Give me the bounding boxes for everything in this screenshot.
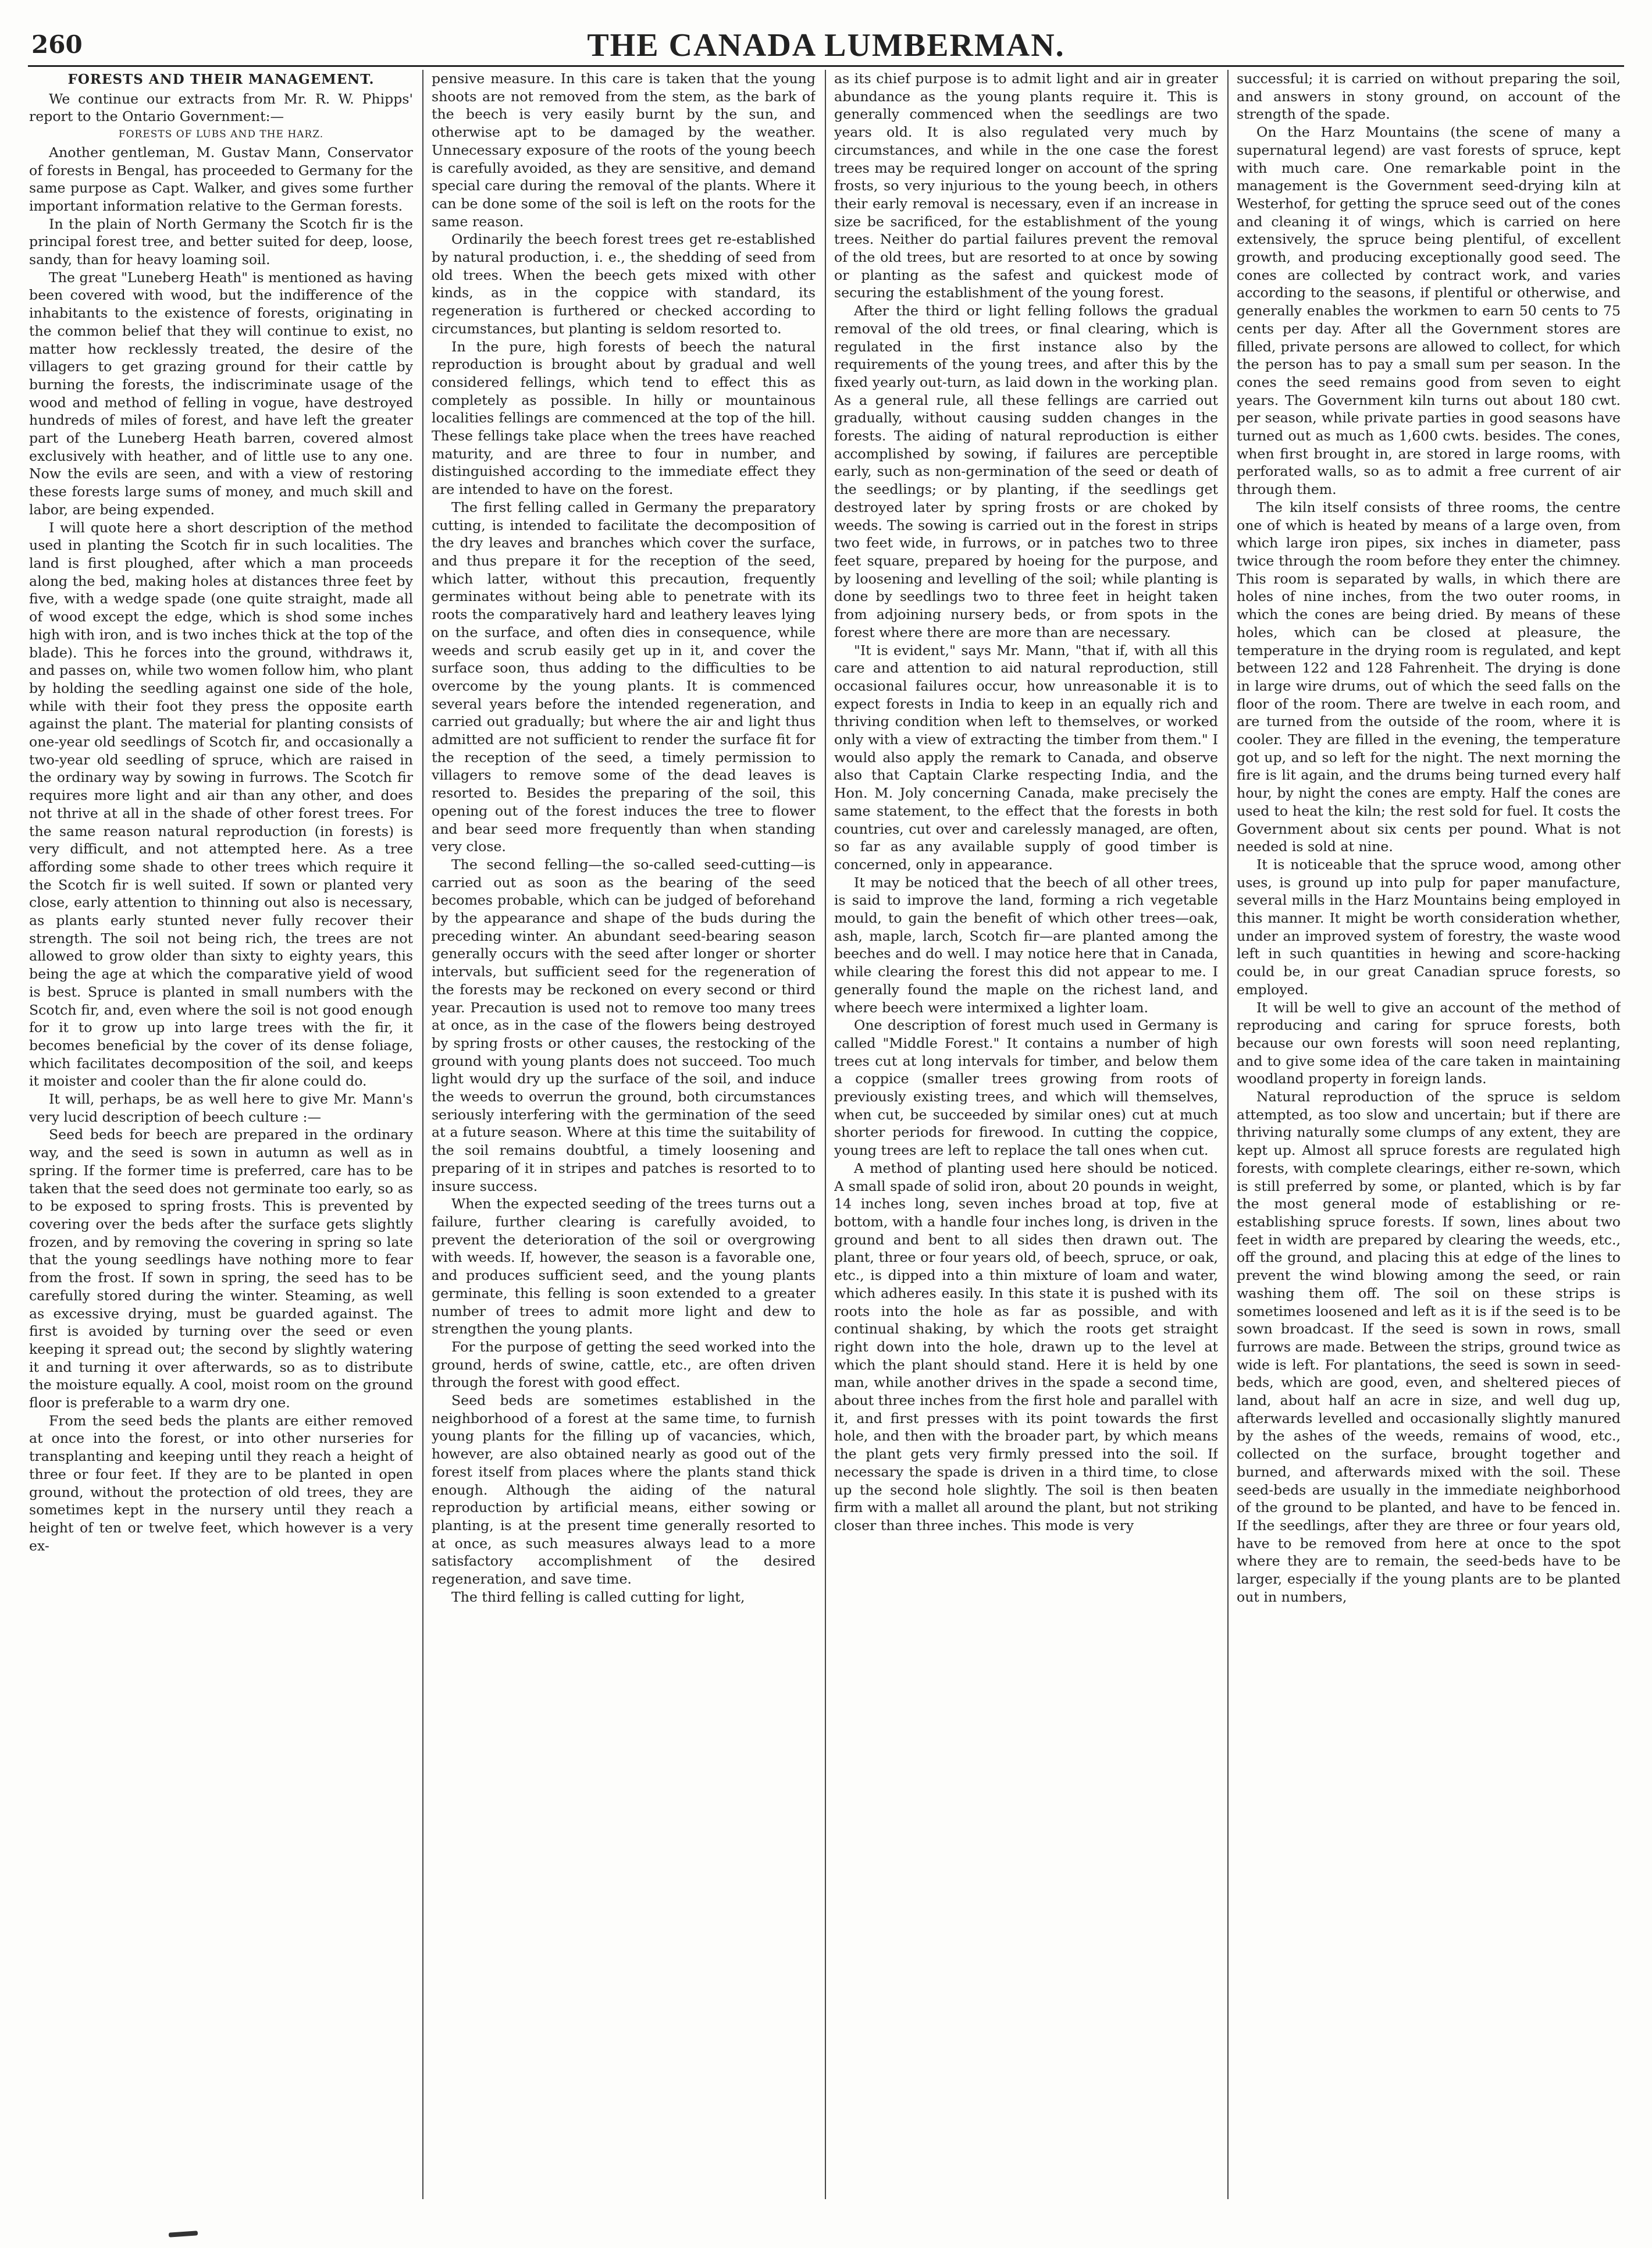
paragraph: When the expected seeding of the trees turns out a failure, further clearing is carefully avoided, to prevent the deterioration of the soil or overgrowing with weeds. If, however, the season is a favorable one, and produces sufficient seed, and the young plants germinate, this felling is soon extended to a greater number of trees to admit more light and dew to strengthen the young plants. [432, 1196, 816, 1338]
paragraph: For the purpose of getting the seed worked into the ground, herds of swine, cattle, etc., are often driven through the forest with good effect. [432, 1338, 816, 1391]
paragraph: From the seed beds the plants are either removed at once into the forest, or into other nurseries for transplanting and keeping until they reach a height of three or four feet. If they are to be planted in open ground, without the protection of old trees, they are sometimes kept in the nursery until they reach a height of ten or twelve feet, which however is a very ex- [29, 1412, 413, 1554]
column-2 [432, 70, 816, 2199]
paragraph: It will be well to give an account of the method of reproducing and caring for spruce forests, both because our own forests will soon need replanting, and to give some idea of the care taken in maintaining woodland property in foreign lands. [1237, 999, 1621, 1087]
paragraph: as its chief purpose is to admit light and air in greater abundance as the young plants require it. This is generally commenced when the seedlings are two years old. It is also regulated very much by circumstances, and while in the one case the forest trees may be required longer on account of the spring frosts, so very injurious to the young beech, in others their early removal is necessary, even if an increase in size be sacrificed, for the establishment of the young trees. Neither do partial failures prevent the removal of the old trees, but are resorted to at once by sowing or planting as the safest and quickest mode of securing the establishment of the young forest. [834, 70, 1218, 301]
paragraph: Seed beds for beech are prepared in the ordinary way, and the seed is sown in autumn as well as in spring. If the former time is preferred, care has to be taken that the seed does not germinate too early, so as to be exposed to spring frosts. This is prevented by covering over the beds after the surface gets slightly frozen, and by removing the covering in spring so late that the young seedlings have nothing more to fear from the frost. If sown in spring, the seed has to be carefully stored during the winter. Steaming, as well as excessive drying, must be guarded against. The first is avoided by turning over the seed or even keeping it spread out; the second by slightly watering it and turning it over afterwards, so as to distribute the moisture equally. A cool, moist room on the ground floor is preferable to a warm dry one. [29, 1126, 413, 1411]
paragraph: It may be noticed that the beech of all other trees, is said to improve the land, forming a rich vegetable mould, to gain the benefit of which other trees—oak, ash, maple, larch, Scotch fir—are planted among the beeches and do well. I may notice here that in Canada, while clearing the forest this did not appear to me. I generally found the maple on the richest land, and where beech were intermixed a lighter loam. [834, 874, 1218, 1016]
column-divider [825, 70, 826, 2199]
page-header [28, 27, 1624, 67]
paragraph: "It is evident," says Mr. Mann, "that if, with all this care and attention to aid natural reproduction, still occasional failures occur, how unreasonable it is to expect forests in India to keep in an equally rich and thriving condition when left to themselves, or worked only with a view of extracting the timber from them." I would also apply the remark to Canada, and observe also that Captain Clarke respecting India, and the Hon. M. Joly concerning Canada, make precisely the same statement, to the effect that the forests in both countries, cut over and carelessly managed, are often, so far as any available supply of good timber is concerned, only in appearance. [834, 642, 1218, 873]
page-number: 260 [31, 30, 83, 59]
paragraph: I will quote here a short description of the method used in planting the Scotch fir in such localities. The land is first ploughed, after which a man proceeds along the bed, making holes at distances three feet by five, with a wedge spade (one quite straight, made all of wood except the edge, which is shod some inches high with iron, and is two inches thick at the top of the blade). This he forces into the ground, withdraws it, and passes on, while two women follow him, who plant by holding the seedling against one side of the hole, while with their foot they press the opposite earth against the plant. The material for planting consists of one-year old seedlings of Scotch fir, and occasionally a two-year old seedling of spruce, which are raised in the ordinary way by sowing in furrows. The Scotch fir requires more light and air than any other, and does not thrive at all in the shade of other forest trees. For the same reason natural reproduction (in forests) is very difficult, and not attempted here. As a tree affording some shade to other trees which require it the Scotch fir is well suited. If sown or planted very close, early attention to thinning out also is necessary, as plants early stunted never fully recover their strength. The soil not being rich, the trees are not allowed to grow older than sixty to eighty years, this being the age at which the comparative yield of wood is best. Spruce is planted in small numbers with the Scotch fir, and, even where the soil is not good enough for it to grow up into large trees with the fir, it becomes beneficial by the cover of its dense foliage, which facilitates decomposition of the soil, and keeps it moister and cooler than the fir alone could do. [29, 519, 413, 1090]
column-1 [29, 70, 413, 2199]
paragraph: Another gentleman, M. Gustav Mann, Conservator of forests in Bengal, has proceeded to Germany for the same purpose as Capt. Walker, and gives some further important information relative to the German forests. [29, 144, 413, 214]
paragraph: The second felling—the so-called seed-cutting—is carried out as soon as the bearing of the seed becomes probable, which can be judged of beforehand by the appearance and shape of the buds during the preceding winter. An abundant seed-bearing season generally occurs with the seed after longer or shorter intervals, but sufficient seed for the regeneration of the forests may be reckoned on every second or third year. Precaution is used not to remove too many trees at once, as in the case of the flowers being destroyed by spring frosts or other causes, the restocking of the ground with young plants does not succeed. Too much light would dry up the surface of the soil, and induce the weeds to overrun the ground, both circumstances seriously interfering with the germination of the seed at a future season. Where at this time the suitability of the soil remains doubtful, a timely loosening and preparing of it in stripes and patches is resorted to to insure success. [432, 856, 816, 1194]
paragraph: Seed beds are sometimes established in the neighborhood of a forest at the same time, to furnish young plants for the filling up of vacancies, which, however, are also obtained nearly as good out of the forest itself from places where the plants stand thick enough. Although the aiding of the natural reproduction by artificial means, either sowing or planting, is at the present time generally resorted to at once, as such measures always lead to a more satisfactory accomplishment of the desired regeneration, and save time. [432, 1392, 816, 1588]
paragraph: The third felling is called cutting for light, [451, 1588, 745, 1605]
article-columns [29, 70, 1623, 2199]
paragraph: The great "Luneberg Heath" is mentioned as having been covered with wood, but the indifference of the inhabitants to the existence of forests, originating in the common belief that they will continue to exist, no matter how recklessly treated, the desire of the villagers to get grazing ground for their cattle by burning the forests, the indiscriminate usage of the wood and method of felling in vogue, have destroyed hundreds of miles of forest, and have left the greater part of the Luneberg Heath barren, covered almost exclusively with heather, and of little use to any one. Now the evils are seen, and with a view of restoring these forests large sums of money, and much skill and labor, are being expended. [29, 269, 413, 518]
paragraph: It is noticeable that the spruce wood, among other uses, is ground up into pulp for paper manufacture, several mills in the Harz Mountains being employed in this manner. It might be worth consideration whether, under an improved system of forestry, the waste wood left in such quantities in hewing and score-hacking could be, in our great Canadian spruce forests, so employed. [1237, 856, 1621, 998]
column-divider [1227, 70, 1229, 2199]
paragraph: Ordinarily the beech forest trees get re-established by natural production, i. e., the shedding of seed from old trees. When the beech gets mixed with other kinds, as in the coppice with standard, its regeneration is furthered or checked according to circumstances, but planting is seldom resorted to. [432, 231, 816, 337]
article-title: FORESTS AND THEIR MANAGEMENT. [67, 72, 375, 87]
column-divider [422, 70, 423, 2199]
paragraph: After the third or light felling follows the gradual removal of the old trees, or final clearing, which is regulated in the first instance also by the requirements of the young trees, and after this by the fixed yearly out-turn, as laid down in the working plan. As a general rule, all these fellings are carried out gradually, without causing sudden changes in the forests. The aiding of natural reproduction is either accomplished by sowing, if failures are perceptible early, such as non-germination of the seed or death of the seedlings; or by planting, if the seedlings get destroyed later by spring frosts or are choked by weeds. The sowing is carried out in the forest in strips two feet wide, in furrows, or in patches two to three feet square, prepared by hoeing for the purpose, and by loosening and levelling of the soil; while planting is done by seedlings two to three feet in height taken from adjoining nursery beds, or from spots in the forest where there are more than are necessary. [834, 303, 1218, 641]
article-intro: We continue our extracts from Mr. R. W. Phipps' report to the Ontario Government:— [29, 90, 413, 125]
paragraph: Natural reproduction of the spruce is seldom attempted, as too slow and uncertain; but if there are thriving naturally some clumps of any extent, they are kept up. Almost all spruce forests are regulated high forests, with complete clearings, either re-sown, which is still preferred by some, or planted, which is by far the most general mode of establishing or re-establishing spruce forests. If sown, lines about two feet in width are prepared by clearing the weeds, etc., off the ground, and placing this at edge of the lines to prevent the wind blowing among the seed, or rain washing them off. The soil on these strips is sometimes loosened and left as it is if the seed is to be sown broadcast. If the seed is sown in rows, small furrows are made. Between the strips, ground twice as wide is left. For plantations, the seed is sown in seed-beds, which are good, even, and sheltered pieces of land, about half an acre in size, and well dug up, afterwards levelled and occasionally slightly manured by the ashes of the weeds, remains of wood, etc., collected on the surface, brought together and burned, and afterwards mixed with the soil. These seed-beds are usually in the immediate neighborhood of the ground to be planted, and have to be fenced in. If the seedlings, after they are three or four years old, have to be removed from here at once to the spot where they are to remain, the seed-beds have to be larger, especially if the young plants are to be planted out in numbers, [1237, 1089, 1621, 1605]
paragraph: The kiln itself consists of three rooms, the centre one of which is heated by means of a large oven, from which large iron pipes, six inches in diameter, pass twice through the room before they enter the chimney. This room is separated by walls, in which there are holes of nine inches, from the two outer rooms, in which the cones are being dried. By means of these holes, which can be closed at pleasure, the temperature in the drying room is regulated, and kept between 122 and 128 Fahrenheit. The drying is done in large wire drums, out of which the seed falls on the floor of the room. There are twelve in each room, and are turned from the outside of the room, where it is cooler. They are filled in the evening, the temperature got up, and so left for the night. The next morning the fire is lit again, and the drums being turned every half hour, by night the cones are empty. Half the cones are used to heat the kiln; the rest sold for fuel. It costs the Government about six cents per pound. What is not needed is sold at nine. [1237, 499, 1621, 855]
header-rule [28, 65, 1624, 67]
paragraph: In the plain of North Germany the Scotch fir is the principal forest tree, and better suited for deep, loose, sandy, than for heavy loaming soil. [29, 215, 413, 268]
paragraph: It will, perhaps, be as well here to give Mr. Mann's very lucid description of beech culture :— [29, 1091, 413, 1125]
paragraph: In the pure, high forests of beech the natural reproduction is brought about by gradual and well considered fellings, which tend to effect this as completely as possible. In hilly or mountainous localities fellings are commenced at the top of the hill. These fellings take place when the trees have reached maturity, and are three to four in number, and distinguished according to the immediate effect they are intended to have on the forest. [432, 338, 816, 498]
paragraph: pensive measure. In this care is taken that the young shoots are not removed from the stem, as the bark of the beech is very easily burnt by the sun, and otherwise apt to be damaged by the weather. Unnecessary exposure of the roots of the young beech is carefully avoided, as they are sensitive, and demand special care during the removal of the plants. Where it can be done some of the soil is left on the roots for the same reason. [432, 70, 816, 230]
column-4 [1237, 70, 1621, 2199]
paragraph: successful; it is carried on without preparing the soil, and answers in stony ground, on account of the strength of the spade. [1237, 70, 1621, 123]
paragraph: One description of forest much used in Germany is called "Middle Forest." It contains a number of high trees cut at long intervals for timber, and below them a coppice (smaller trees growing from roots of previously existing trees, and which will themselves, when cut, be succeeded by similar ones) cut at much shorter periods for firewood. In cutting the coppice, young trees are left to replace the tall ones when cut. [834, 1017, 1218, 1159]
masthead: THE CANADA LUMBERMAN. [587, 27, 1065, 63]
article-subhead: FORESTS OF LUBS AND THE HARZ. [118, 129, 324, 141]
paragraph: On the Harz Mountains (the scene of many a supernatural legend) are vast forests of spruce, kept with much care. One remarkable point in the management is the Government seed-drying kiln at Westerhof, for getting the spruce seed out of the cones and cleaning it of wings, which is carried on here extensively, the spruce being plentiful, of excellent growth, and producing exceptionally good seed. The cones are collected by contract work, and varies according to the seasons, if plentiful or otherwise, and generally enables the workmen to earn 50 cents to 75 cents per day. After all the Government stores are filled, private persons are allowed to collect, for which the person has to pay a small sum per season. In the cones the seed remains good from seven to eight years. The Government kiln turns out about 180 cwt. per season, while private parties in good seasons have turned out as much as 1,600 cwts. besides. The cones, when first brought in, are stored in large rooms, with perforated walls, so as to admit a free current of air through them. [1237, 124, 1621, 498]
ink-smudge [169, 2231, 198, 2237]
paragraph: A method of planting used here should be noticed. A small spade of solid iron, about 20 pounds in weight, 14 inches long, seven inches broad at top, five at bottom, with a handle four inches long, is driven in the ground and bent to all sides then drawn out. The plant, three or four years old, of beech, spruce, or oak, etc., is dipped into a thin mixture of loam and water, which adheres easily. In this state it is pushed with its roots into the hole as far as possible, and with continual shaking, by which the roots get straight right down into the hole, drawn up to the level at which the plant should stand. Here it is held by one man, while another drives in the spade a second time, about three inches from the first hole and parallel with it, and first presses with its point towards the first hole, and then with the broader part, by which means the plant gets very firmly pressed into the soil. If necessary the spade is driven in a third time, to close up the second hole slightly. The soil is then beaten firm with a mallet all around the plant, but not striking closer than three inches. This mode is very [834, 1159, 1218, 1534]
paragraph: The first felling called in Germany the preparatory cutting, is intended to facilitate the decomposition of the dry leaves and branches which cover the surface, and thus prepare it for the reception of the seed, which latter, without this precaution, frequently germinates without being able to penetrate with its roots the comparatively hard and leathery leaves lying on the surface, and often dies in consequence, while weeds and scrub easily get up in it, and cover the surface soon, thus adding to the difficulties to be overcome by the young plants. It is commenced several years before the intended regeneration, and carried out gradually; but where the air and light thus admitted are not sufficient to render the surface fit for the reception of the seed, a timely permission to villagers to remove some of the dead leaves is resorted to. Besides the preparing of the soil, this opening out of the forest induces the tree to flower and bear seed more frequently than when standing very close. [432, 499, 816, 855]
column-3 [834, 70, 1218, 2199]
